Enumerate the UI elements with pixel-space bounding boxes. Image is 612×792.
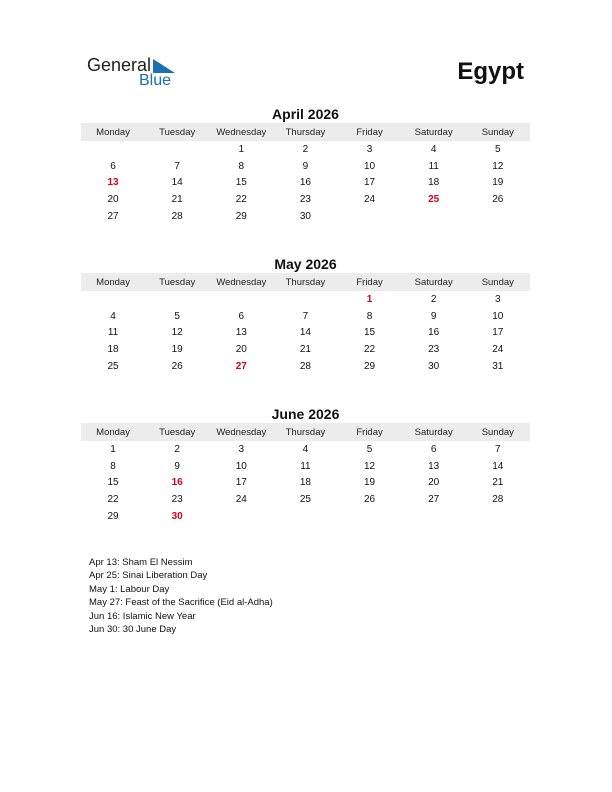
day-cell: 14	[492, 460, 504, 472]
week-row	[81, 158, 530, 175]
week-row	[81, 191, 530, 208]
day-cell: 6	[110, 160, 116, 172]
day-cell: 9	[174, 460, 180, 472]
day-cell: 18	[428, 177, 440, 189]
day-cell: 6	[238, 310, 245, 322]
weekday-header	[81, 273, 530, 291]
day-cell: 16	[299, 177, 311, 189]
day-cell: 8	[238, 160, 245, 172]
day-cell: 13	[107, 177, 119, 189]
day-cell: 8	[110, 460, 116, 472]
day-cell: 25	[299, 494, 311, 506]
logo-triangle-icon	[153, 59, 175, 73]
day-cell: 17	[235, 477, 247, 489]
day-cell: 4	[302, 443, 309, 455]
week-row	[81, 341, 530, 358]
day-cell: 12	[364, 460, 376, 472]
weekday-label: Tuesday	[159, 126, 196, 138]
day-cell: 29	[107, 511, 119, 523]
day-cell: 22	[107, 494, 119, 506]
day-cell: 4	[430, 143, 437, 155]
day-cell: 7	[302, 310, 309, 322]
week-row	[81, 141, 530, 158]
month-title: June 2026	[271, 406, 340, 422]
day-cell: 11	[428, 160, 439, 172]
day-cell: 18	[107, 344, 119, 356]
day-cell: 1	[238, 143, 245, 155]
day-cell: 3	[238, 443, 245, 455]
day-cell: 19	[171, 344, 183, 356]
day-cell: 12	[492, 160, 504, 172]
day-cell: 10	[492, 310, 504, 322]
day-cell: 30	[428, 361, 440, 373]
holiday-item: Jun 30: 30 June Day	[89, 624, 177, 636]
day-cell: 21	[492, 477, 504, 489]
weekday-label: Tuesday	[159, 426, 196, 438]
day-cell: 24	[364, 194, 376, 206]
week-row	[81, 308, 530, 325]
day-cell: 3	[495, 293, 501, 305]
day-cell: 13	[235, 327, 247, 339]
weekday-label: Sunday	[481, 426, 514, 438]
week-row	[81, 491, 530, 508]
weekday-label: Wednesday	[216, 276, 267, 288]
day-cell: 26	[171, 361, 183, 373]
day-cell: 25	[428, 194, 440, 206]
weekday-label: Monday	[96, 276, 130, 288]
day-cell: 31	[492, 361, 504, 373]
weekday-label: Tuesday	[159, 276, 196, 288]
day-cell: 29	[364, 361, 376, 373]
month-title: May 2026	[274, 256, 337, 272]
day-cell: 27	[428, 494, 440, 506]
day-cell: 7	[495, 443, 501, 455]
weekday-label: Thursday	[285, 126, 326, 138]
day-cell: 20	[235, 344, 247, 356]
month-calendar	[81, 405, 530, 525]
day-cell: 1	[110, 443, 116, 455]
day-cell: 24	[235, 494, 247, 506]
day-cell: 27	[107, 211, 119, 223]
weekday-label: Saturday	[414, 426, 453, 438]
day-cell: 2	[174, 443, 180, 455]
day-cell: 15	[364, 327, 376, 339]
day-cell: 24	[492, 344, 504, 356]
day-cell: 30	[171, 511, 183, 523]
holiday-item: Jun 16: Islamic New Year	[89, 610, 196, 622]
day-cell: 16	[428, 327, 440, 339]
day-cell: 9	[430, 310, 437, 322]
day-cell: 5	[174, 310, 180, 322]
weekday-label: Sunday	[481, 126, 514, 138]
logo-blue-text: Blue	[139, 72, 172, 89]
day-cell: 27	[235, 361, 247, 373]
day-cell: 17	[364, 177, 376, 189]
day-cell: 1	[366, 293, 373, 305]
week-row	[81, 441, 530, 458]
day-cell: 9	[302, 160, 309, 172]
holiday-item: Apr 25: Sinai Liberation Day	[89, 570, 208, 582]
day-cell: 11	[300, 460, 311, 472]
logo-general-text: General	[87, 55, 152, 75]
day-cell: 19	[364, 477, 376, 489]
month-calendar	[81, 255, 530, 375]
weekday-label: Monday	[96, 426, 130, 438]
week-row	[81, 508, 530, 525]
logo	[87, 55, 187, 95]
weekday-label: Wednesday	[216, 126, 267, 138]
day-cell: 14	[171, 177, 183, 189]
week-row	[81, 208, 530, 225]
day-cell: 19	[492, 177, 504, 189]
week-row	[81, 475, 530, 492]
day-cell: 7	[174, 160, 180, 172]
day-cell: 20	[107, 194, 119, 206]
day-cell: 10	[235, 460, 247, 472]
month-title: April 2026	[272, 106, 339, 122]
day-cell: 30	[299, 211, 311, 223]
weekday-label: Friday	[356, 126, 383, 138]
holiday-item: May 1: Labour Day	[89, 583, 170, 595]
holiday-list	[89, 556, 273, 636]
day-cell: 28	[492, 494, 504, 506]
day-cell: 5	[495, 143, 501, 155]
day-cell: 17	[492, 327, 504, 339]
day-cell: 25	[107, 361, 119, 373]
weekday-label: Wednesday	[216, 426, 267, 438]
country-title: Egypt	[457, 58, 524, 85]
day-cell: 12	[171, 327, 183, 339]
day-cell: 28	[299, 361, 311, 373]
day-cell: 14	[299, 327, 311, 339]
week-row	[81, 291, 530, 308]
day-cell: 26	[492, 194, 504, 206]
weekday-label: Thursday	[285, 276, 326, 288]
day-cell: 21	[171, 194, 183, 206]
day-cell: 13	[428, 460, 440, 472]
day-cell: 5	[366, 443, 373, 455]
week-row	[81, 175, 530, 192]
weekday-label: Sunday	[481, 276, 514, 288]
day-cell: 3	[366, 143, 373, 155]
day-cell: 16	[171, 477, 183, 489]
day-cell: 22	[235, 194, 247, 206]
day-cell: 18	[299, 477, 311, 489]
day-cell: 22	[364, 344, 376, 356]
day-cell: 8	[366, 310, 373, 322]
day-cell: 20	[428, 477, 440, 489]
holiday-item: Apr 13: Sham El Nessim	[89, 557, 193, 568]
day-cell: 28	[171, 211, 183, 223]
weekday-label: Friday	[356, 276, 383, 288]
weekday-header	[81, 423, 530, 441]
weekday-label: Thursday	[285, 426, 326, 438]
day-cell: 26	[364, 494, 376, 506]
day-cell: 6	[430, 443, 437, 455]
day-cell: 2	[302, 143, 309, 155]
weekday-label: Saturday	[414, 126, 453, 138]
day-cell: 2	[430, 293, 437, 305]
week-row	[81, 458, 530, 475]
day-cell: 11	[107, 327, 119, 339]
holiday-item: May 27: Feast of the Sacrifice (Eid al-Adha)	[89, 597, 273, 609]
day-cell: 29	[235, 211, 247, 223]
day-cell: 15	[107, 477, 119, 489]
weekday-label: Saturday	[414, 276, 453, 288]
week-row	[81, 325, 530, 342]
weekday-label: Monday	[96, 126, 130, 138]
month-calendar	[81, 105, 530, 225]
day-cell: 23	[299, 194, 311, 206]
day-cell: 4	[110, 310, 116, 322]
weekday-header	[81, 123, 530, 141]
day-cell: 23	[428, 344, 440, 356]
day-cell: 23	[171, 494, 183, 506]
week-row	[81, 358, 530, 375]
day-cell: 10	[364, 160, 376, 172]
day-cell: 21	[299, 344, 311, 356]
day-cell: 15	[235, 177, 247, 189]
weekday-label: Friday	[356, 426, 383, 438]
